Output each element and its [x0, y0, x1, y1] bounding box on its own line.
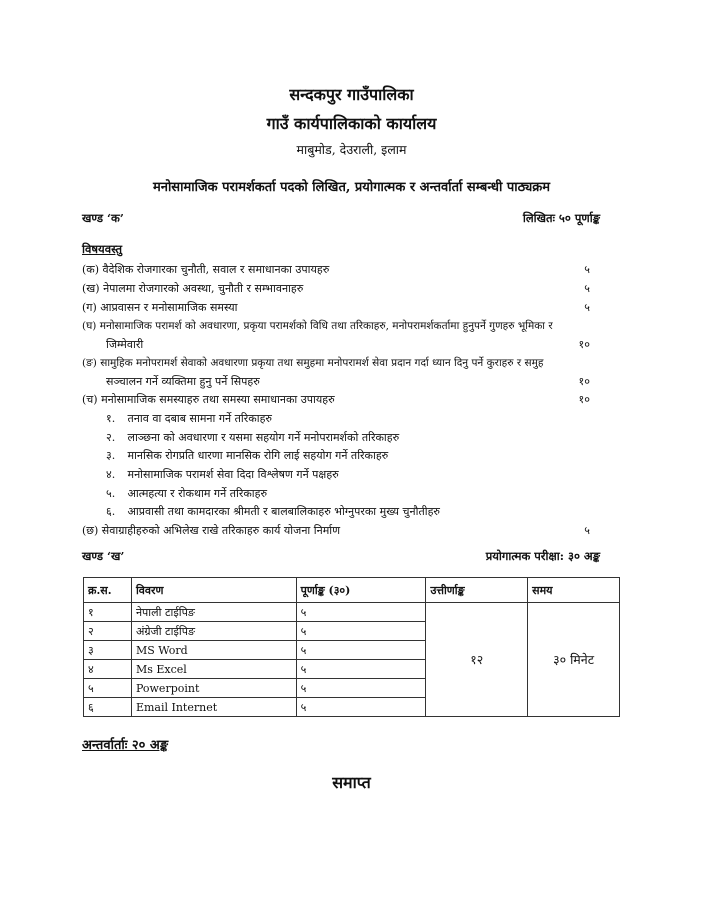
- cell-sn: १: [84, 603, 132, 622]
- item-text-continued: सञ्चालन गर्ने व्यक्तिमा हुनु पर्ने सिपहरु: [106, 375, 260, 388]
- cell-full-marks: ५: [296, 698, 426, 717]
- item-marks: ५: [584, 301, 590, 314]
- item-text-continued: जिम्मेवारी: [106, 338, 144, 351]
- item-text: (ङ) सामुहिक मनोपरामर्श सेवाको अवधारणा प्रकृया तथा समुहमा मनोपरामर्श सेवा प्रदान गर्दा ध्यान दिनु पर्ने कुराहरु र समुह: [82, 357, 544, 369]
- item-marks: १०: [578, 375, 590, 388]
- sub-item: [106, 504, 440, 519]
- column-header: समय: [528, 578, 620, 603]
- cell-full-marks: ५: [296, 679, 426, 698]
- sub-item-number: ५.: [106, 487, 116, 500]
- office-name: गाउँ कार्यपालिकाको कार्यालय: [266, 114, 437, 133]
- sub-item-text: मानसिक रोगप्रति धारणा मानसिक रोगि लाई सहयोग गर्ने तरिकाहरु: [127, 449, 389, 462]
- sub-item-text: तनाव वा दबाब सामना गर्ने तरिकाहरु: [127, 412, 272, 425]
- sub-item: [106, 486, 267, 501]
- cell-sn: २: [84, 622, 132, 641]
- cell-pass-marks: १२: [426, 603, 528, 717]
- item-text: (च) मनोसामाजिक समस्याहरु तथा समस्या समाधानका उपायहरु: [82, 393, 335, 406]
- cell-full-marks: ५: [296, 641, 426, 660]
- item-marks: १०: [578, 338, 590, 351]
- item-marks: ५: [584, 282, 590, 295]
- section-a-label: खण्ड ‘क’: [82, 211, 124, 225]
- column-header: पूर्णाङ्क (३०): [296, 578, 426, 603]
- cell-full-marks: ५: [296, 660, 426, 679]
- sub-item-text: आप्रवासी तथा कामदारका श्रीमती र बालबालिकाहरु भोग्नुपरका मुख्य चुनौतीहरु: [127, 505, 440, 518]
- cell-sn: ५: [84, 679, 132, 698]
- cell-description: Email Internet: [131, 698, 296, 717]
- sub-item-number: १.: [106, 412, 116, 425]
- item-text: (ग) आप्रवासन र मनोसामाजिक समस्या: [82, 301, 238, 314]
- sub-item: [106, 467, 339, 482]
- sub-item-number: ६.: [106, 505, 116, 518]
- sub-item: [106, 430, 399, 445]
- interview-marks: अन्तर्वार्ताः २० अङ्क: [82, 738, 169, 753]
- subject-heading: विषयवस्तु: [82, 242, 123, 256]
- sub-item: [106, 448, 388, 463]
- sub-item-number: ३.: [106, 449, 116, 462]
- item-marks: ५: [584, 524, 590, 537]
- item-marks: ५: [584, 263, 590, 276]
- sub-item-text: लाञ्छना को अवधारणा र यसमा सहयोग गर्ने मनोपरामर्शको तरिकाहरु: [127, 431, 400, 444]
- cell-description: MS Word: [131, 641, 296, 660]
- item-text: (छ) सेवाग्राहीहरुको अभिलेख राखे तरिकाहरु कार्य योजना निर्माण: [82, 524, 341, 537]
- item-text: (क) वैदेशिक रोजगारका चुनौती, सवाल र समाधानका उपायहरु: [82, 263, 330, 276]
- cell-description: Ms Excel: [131, 660, 296, 679]
- section-b-label: खण्ड ‘ख’: [82, 549, 125, 563]
- cell-full-marks: ५: [296, 622, 426, 641]
- sub-item-number: २.: [106, 431, 116, 444]
- end-mark: समाप्त: [332, 773, 371, 792]
- cell-sn: ३: [84, 641, 132, 660]
- table-header-row: [84, 578, 620, 603]
- column-header: विवरण: [131, 578, 296, 603]
- cell-time: ३० मिनेट: [528, 603, 620, 717]
- cell-sn: ६: [84, 698, 132, 717]
- address: माबुमोड, देउराली, इलाम: [296, 142, 407, 157]
- column-header: उत्तीर्णाङ्क: [426, 578, 528, 603]
- cell-description: नेपाली टाईपिङ: [131, 603, 296, 622]
- document-title: मनोसामाजिक परामर्शकर्ता पदको लिखित, प्रयोगात्मक र अन्तर्वार्ता सम्बन्धी पाठ्यक्रम: [152, 180, 551, 195]
- sub-item: [106, 411, 272, 426]
- section-b-marks: प्रयोगात्मक परीक्षा: ३० अङ्क: [485, 549, 600, 563]
- item-text: (घ) मनोसामाजिक परामर्श को अवधारणा, प्रकृया परामर्शको विधि तथा तरिकाहरु, मनोपरामर्शकर्तामा हुनुपर्ने गुणहरु भूमिका र: [82, 320, 553, 332]
- org-name: सन्दकपुर गाउँपालिका: [289, 85, 414, 104]
- cell-description: Powerpoint: [131, 679, 296, 698]
- cell-description: अंग्रेजी टाईपिङ: [131, 622, 296, 641]
- section-a-marks: लिखितः ५० पूर्णाङ्क: [522, 211, 600, 225]
- cell-sn: ४: [84, 660, 132, 679]
- table-row: [84, 603, 620, 622]
- item-text: (ख) नेपालमा रोजगारको अवस्था, चुनौती र सम्भावनाहरु: [82, 282, 304, 295]
- sub-item-number: ४.: [106, 468, 116, 481]
- cell-full-marks: ५: [296, 603, 426, 622]
- sub-item-text: मनोसामाजिक परामर्श सेवा दिदा विश्लेषण गर्ने पक्षहरु: [127, 468, 339, 481]
- item-marks: १०: [578, 393, 590, 406]
- column-header: क्र.स.: [84, 578, 132, 603]
- practical-exam-table: [83, 577, 620, 717]
- sub-item-text: आत्महत्या र रोकथाम गर्ने तरिकाहरु: [127, 487, 268, 500]
